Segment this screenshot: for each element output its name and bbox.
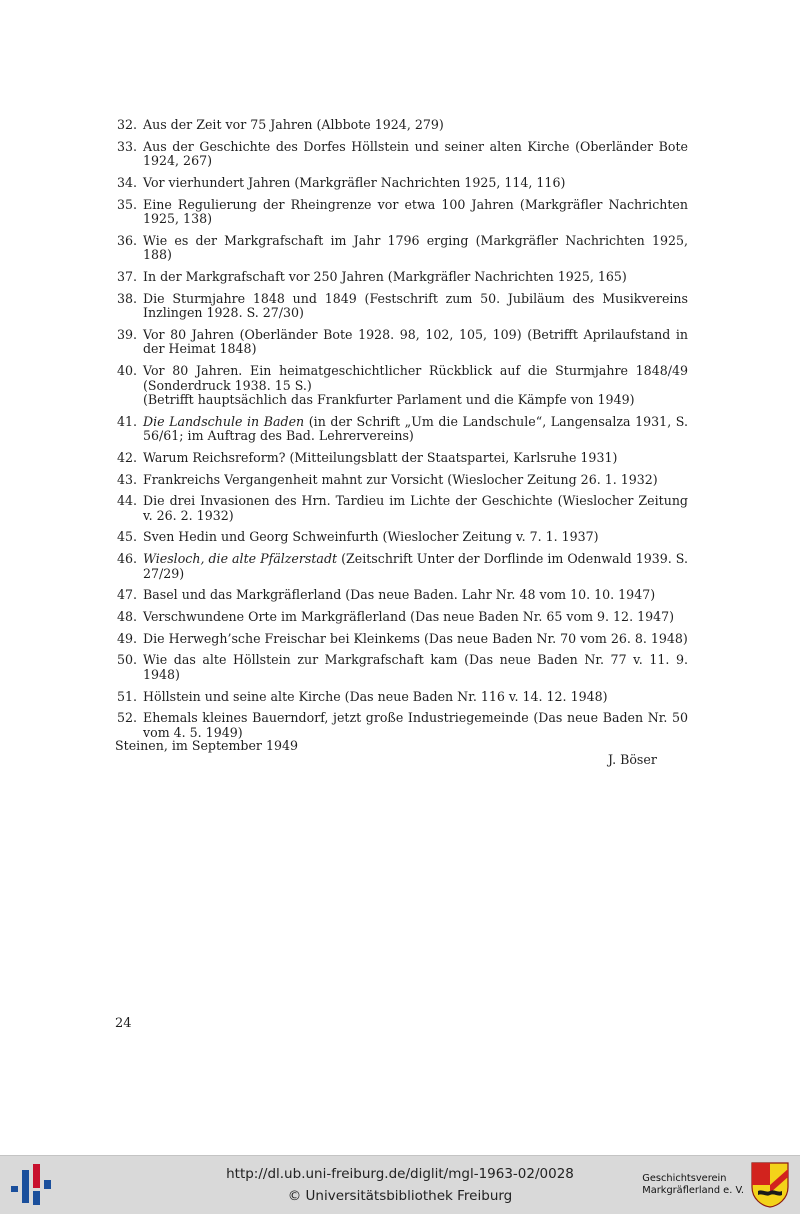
entry-text xyxy=(143,234,688,263)
entry-text xyxy=(143,494,688,523)
bibliography-entry xyxy=(108,270,688,285)
society-crest-icon[interactable] xyxy=(750,1161,790,1209)
entry-text-part: Basel und das Markgräflerland (Das neue Baden. Lahr Nr. 48 vom 10. 10. 1947) xyxy=(143,587,656,603)
entry-text-part: Frankreichs Vergangenheit mahnt zur Vorsicht (Wieslocher Zeitung 26. 1. 1932) xyxy=(143,471,658,487)
entry-text-part: Ehemals kleines Bauerndorf, jetzt große Industriegemeinde (Das neue Baden Nr. 50 vom 4. 5. 1949) xyxy=(143,710,688,740)
entry-text xyxy=(143,140,688,169)
bibliography-entry xyxy=(108,328,688,357)
entry-text xyxy=(143,292,688,321)
bibliography-list xyxy=(108,118,688,747)
entry-number: 52. xyxy=(116,710,137,726)
bibliography-entry xyxy=(108,653,688,682)
society-name-line1: Geschichtsverein xyxy=(642,1173,727,1184)
entry-number: 48. xyxy=(116,609,137,624)
entry-text-part: Die drei Invasionen des Hrn. Tardieu im Lichte der Geschichte (Wieslocher Zeitung v. 26. 2. 1932) xyxy=(143,493,688,523)
entry-text-part: Eine Regulierung der Rheingrenze vor etwa 100 Jahren (Markgräfler Nachrichten 1925, 138) xyxy=(143,196,688,227)
entry-text xyxy=(143,176,688,191)
bibliography-entry xyxy=(108,610,688,625)
entry-number: 39. xyxy=(116,326,137,342)
entry-number: 32. xyxy=(116,117,137,132)
entry-text-part: (Betrifft hauptsächlich das Frankfurter Parlament und die Kämpfe von 1949) xyxy=(143,392,635,407)
entry-text xyxy=(143,473,688,488)
entry-text xyxy=(143,270,688,285)
bibliography-entry xyxy=(108,494,688,523)
bibliography-entry xyxy=(108,364,688,408)
entry-number: 51. xyxy=(116,688,137,704)
entry-text xyxy=(143,451,688,466)
entry-number: 49. xyxy=(116,630,137,646)
author-signature: J. Böser xyxy=(608,752,657,767)
entry-number: 43. xyxy=(116,471,137,487)
bibliography-entry xyxy=(108,530,688,545)
entry-text-part: Wie das alte Höllstein zur Markgrafschaft kam (Das neue Baden Nr. 77 v. 11. 9. 1948) xyxy=(143,652,688,682)
entry-text xyxy=(143,198,688,227)
entry-text xyxy=(143,364,688,408)
entry-number: 42. xyxy=(116,449,137,465)
bibliography-entry xyxy=(108,234,688,263)
entry-number: 38. xyxy=(116,290,137,306)
bibliography-entry xyxy=(108,176,688,191)
entry-text-part: Aus der Zeit vor 75 Jahren (Albbote 1924, 279) xyxy=(143,117,444,132)
entry-text-part: (in der Schrift „Um die Landschule“, Langensalza 1931, S. 56/61; im Auftrag des Bad. Lehrervereins) xyxy=(143,413,688,444)
entry-number: 34. xyxy=(116,174,137,190)
copyright-notice: © Universitätsbibliothek Freiburg xyxy=(287,1188,513,1204)
bibliography-entry xyxy=(108,198,688,227)
bibliography-entry xyxy=(108,690,688,705)
entry-text-part: Die Herwegh’sche Freischar bei Kleinkems (Das neue Baden Nr. 70 vom 26. 8. 1948) xyxy=(143,630,688,646)
bibliography-entry xyxy=(108,552,688,581)
entry-text-part: Wie es der Markgrafschaft im Jahr 1796 erging (Markgräfler Nachrichten 1925, 188) xyxy=(143,232,688,263)
entry-text xyxy=(143,328,688,357)
place-date: Steinen, im September 1949 xyxy=(115,738,299,753)
entry-text xyxy=(143,118,688,133)
bibliography-entry xyxy=(108,140,688,169)
entry-text xyxy=(143,690,688,705)
entry-text-part: Aus der Geschichte des Dorfes Höllstein und seiner alten Kirche (Oberländer Bote 1924, 267) xyxy=(143,138,688,169)
entry-number: 36. xyxy=(116,232,137,248)
entry-text xyxy=(143,610,688,625)
entry-text xyxy=(143,653,688,682)
entry-text-part: Vor 80 Jahren (Oberländer Bote 1928. 98, 102, 105, 109) (Betrifft Aprilaufstand in der Heimat 1848) xyxy=(143,326,688,357)
society-name[interactable] xyxy=(642,1173,744,1197)
viewer-footer xyxy=(0,1155,800,1214)
entry-number: 33. xyxy=(116,138,137,154)
document-url-link[interactable]: http://dl.ub.uni-freiburg.de/diglit/mgl-1963-02/0028 xyxy=(226,1166,574,1182)
bibliography-entry xyxy=(108,473,688,488)
entry-text xyxy=(143,588,688,603)
page-number: 24 xyxy=(115,1016,132,1031)
bibliography-entry xyxy=(108,118,688,133)
entry-text-part: Höllstein und seine alte Kirche (Das neue Baden Nr. 116 v. 14. 12. 1948) xyxy=(143,688,608,704)
entry-number: 46. xyxy=(116,551,137,567)
entry-text xyxy=(143,632,688,647)
entry-number: 45. xyxy=(116,529,137,545)
entry-number: 40. xyxy=(116,363,137,378)
bibliography-entry xyxy=(108,451,688,466)
entry-number: 41. xyxy=(116,413,137,429)
entry-text xyxy=(143,552,688,581)
entry-text-part: Verschwundene Orte im Markgräflerland (Das neue Baden Nr. 65 vom 9. 12. 1947) xyxy=(143,609,675,624)
entry-text-part: (Zeitschrift Unter der Dorflinde im Odenwald 1939. S. 27/29) xyxy=(143,551,688,581)
entry-text-part: Warum Reichsreform? (Mitteilungsblatt der Staatspartei, Karlsruhe 1931) xyxy=(143,449,618,465)
entry-text-part: Die Sturmjahre 1848 und 1849 (Festschrift zum 50. Jubiläum des Musikvereins Inzlingen 1928. S. 27/30) xyxy=(143,290,688,321)
bibliography-entry xyxy=(108,588,688,603)
bibliography-entry xyxy=(108,415,688,444)
bibliography-entry xyxy=(108,292,688,321)
bibliography-entry xyxy=(108,711,688,740)
bibliography-entry xyxy=(108,632,688,647)
entry-title-italic: Die Landschule in Baden xyxy=(143,413,305,429)
entry-number: 50. xyxy=(116,652,137,668)
entry-text-part: In der Markgrafschaft vor 250 Jahren (Markgräfler Nachrichten 1925, 165) xyxy=(143,268,627,284)
entry-text xyxy=(143,415,688,444)
entry-text xyxy=(143,711,688,740)
entry-number: 35. xyxy=(116,196,137,212)
society-name-line2: Markgräflerland e. V. xyxy=(642,1185,744,1196)
entry-number: 44. xyxy=(116,493,137,509)
entry-number: 37. xyxy=(116,268,137,284)
entry-text xyxy=(143,530,688,545)
entry-text-part: Vor 80 Jahren. Ein heimatgeschichtlicher Rückblick auf die Sturmjahre 1848/49 (Sonderdruck 1938. 15 S.) xyxy=(143,363,688,393)
entry-number: 47. xyxy=(116,587,137,603)
entry-text-part: Sven Hedin und Georg Schweinfurth (Wieslocher Zeitung v. 7. 1. 1937) xyxy=(143,529,599,545)
entry-title-italic: Wiesloch, die alte Pfälzerstadt xyxy=(143,551,338,567)
entry-text-part: Vor vierhundert Jahren (Markgräfler Nachrichten 1925, 114, 116) xyxy=(143,174,566,190)
